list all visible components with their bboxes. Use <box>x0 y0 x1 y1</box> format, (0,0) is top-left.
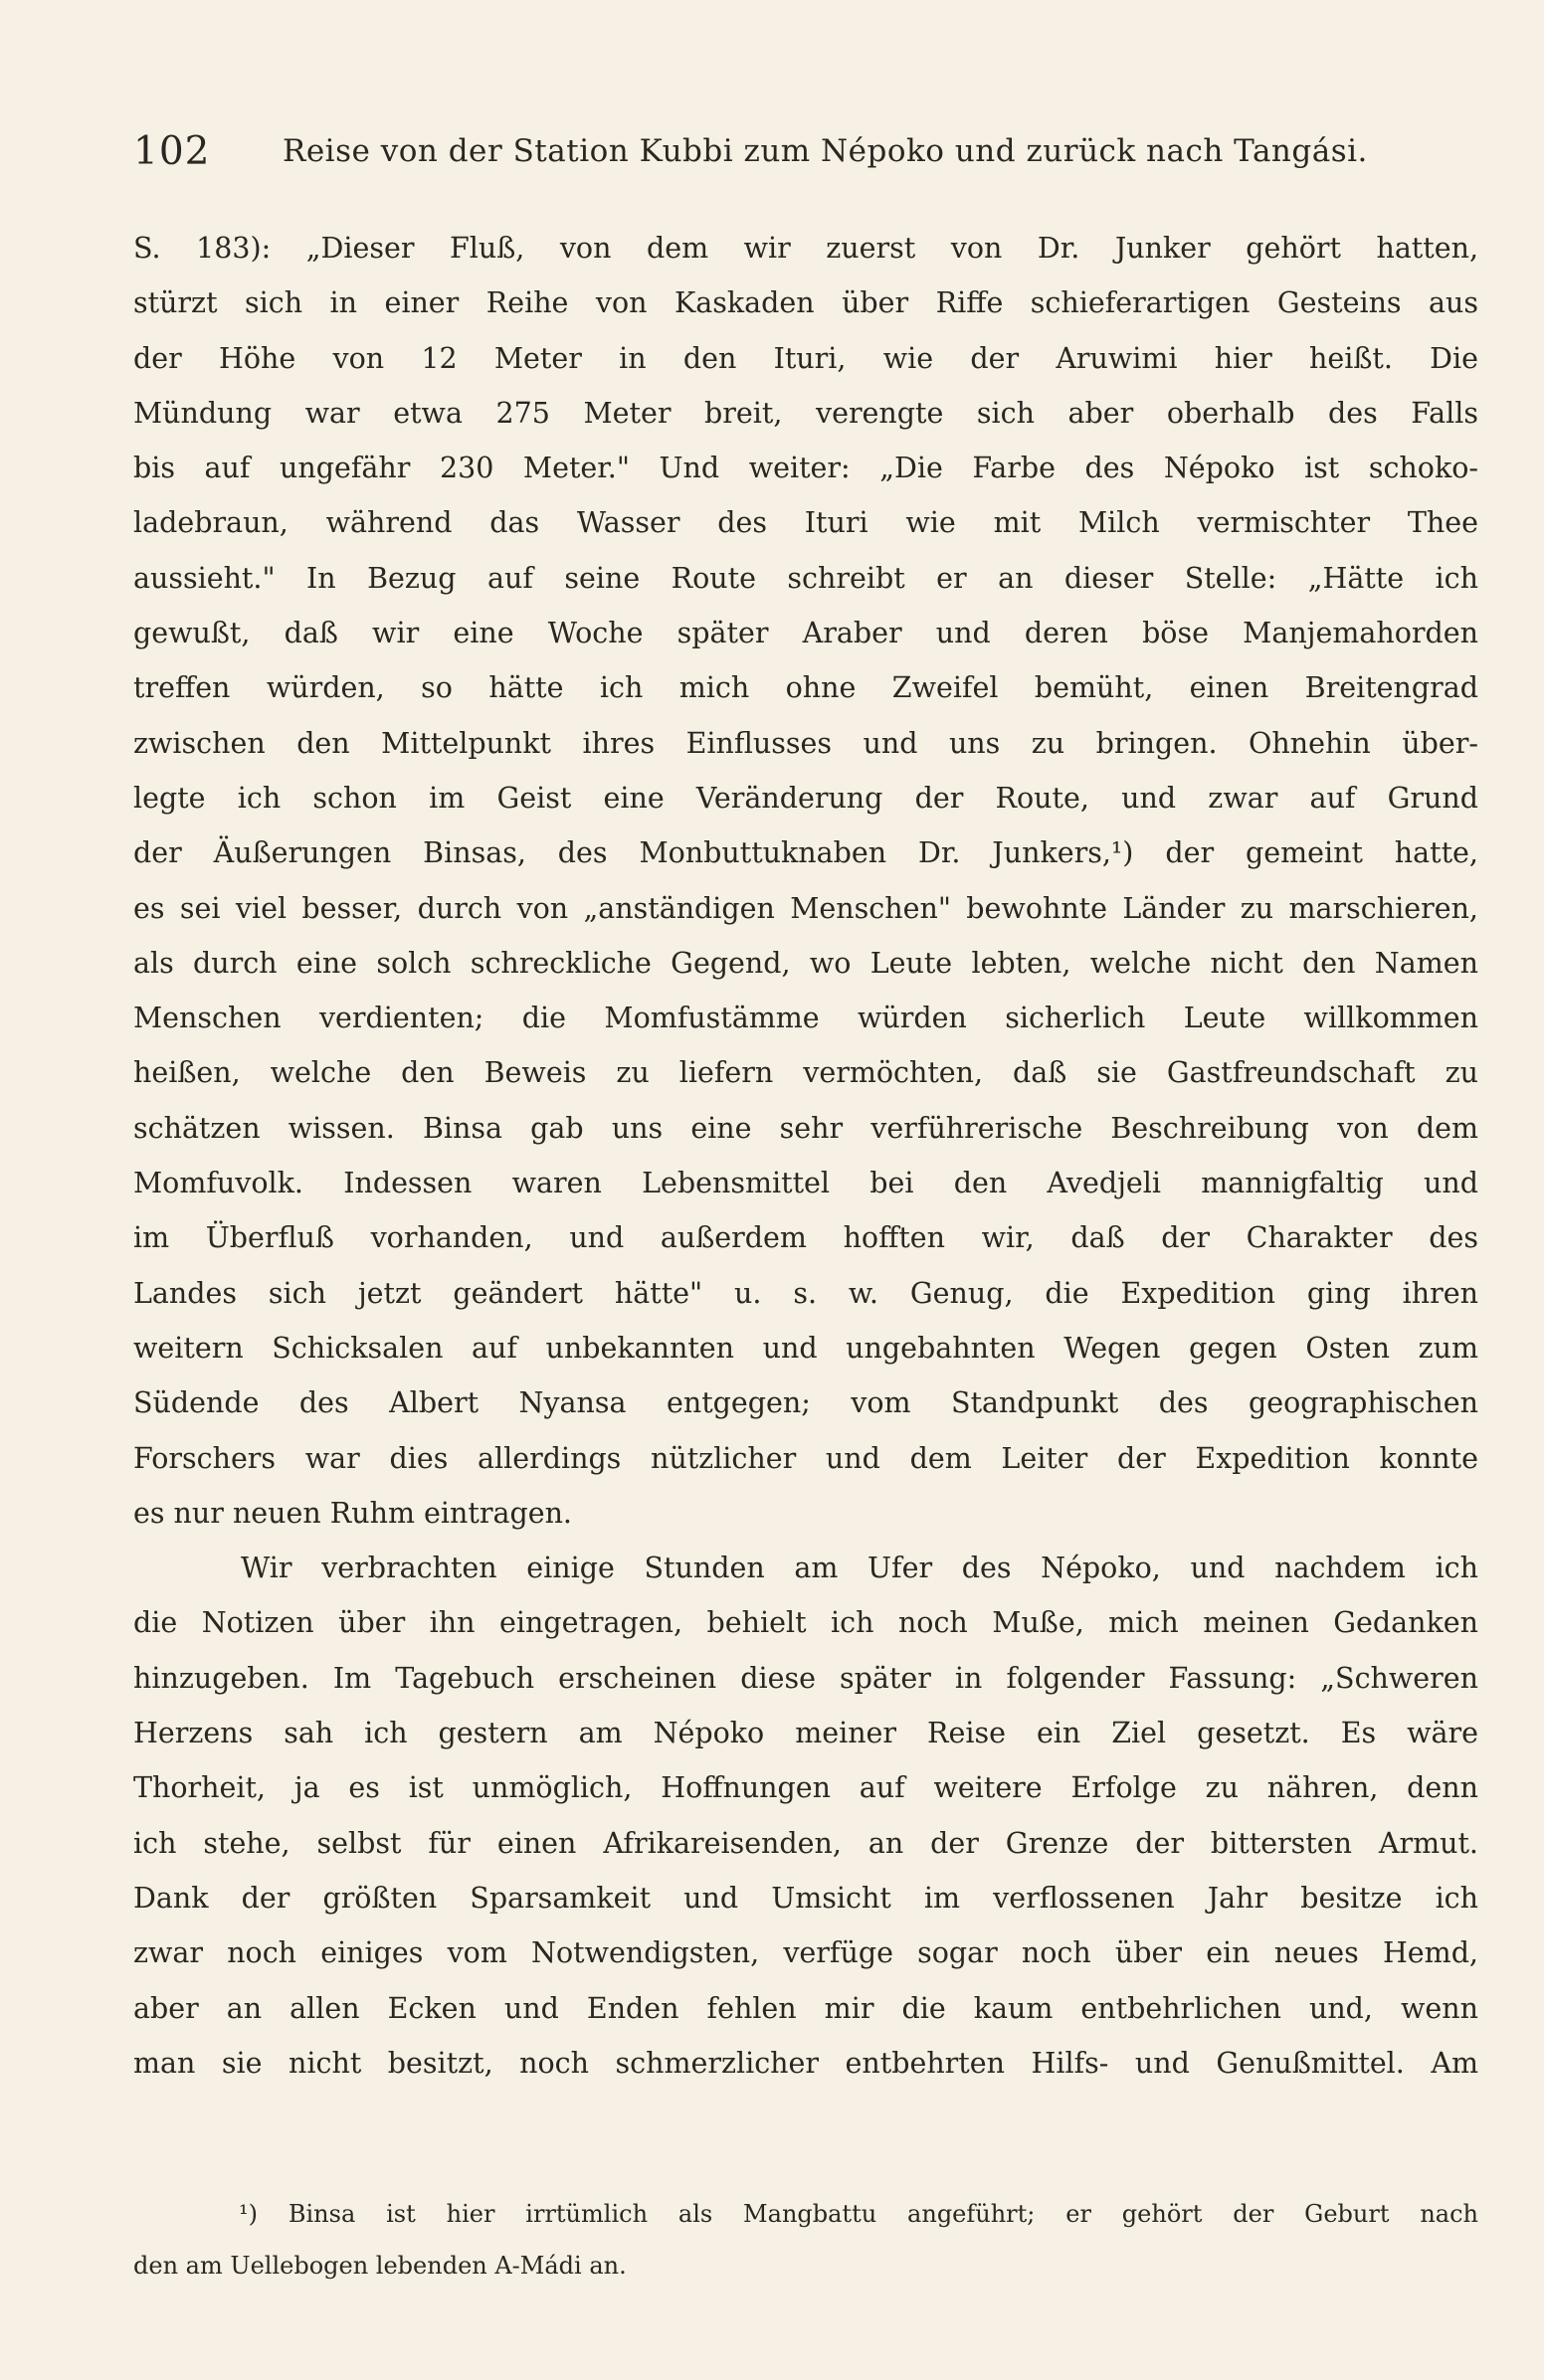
text-line: Mündung war etwa 275 Meter breit, verengte sich aber oberhalb des Falls <box>133 396 1478 430</box>
paragraph-end-line: es nur neuen Ruhm eintragen. <box>133 1496 572 1530</box>
text-line: zwar noch einiges vom Notwendigsten, verfüge sogar noch über ein neues Hemd, <box>133 1936 1478 1970</box>
text-line: im Überfluß vorhanden, und außerdem hofften wir, daß der Charakter des <box>133 1221 1478 1255</box>
text-line: bis auf ungefähr 230 Meter." Und weiter: „Die Farbe des Népoko ist schoko- <box>133 452 1478 485</box>
footnote-line: den am Uellebogen lebenden A-Mádi an. <box>133 2252 627 2280</box>
text-line: es sei viel besser, durch von „anständigen Menschen" bewohnte Länder zu marschieren, <box>133 891 1478 925</box>
text-line: gewußt, daß wir eine Woche später Araber und deren böse Manjemahorden <box>133 617 1478 650</box>
text-line: weitern Schicksalen auf unbekannten und ungebahnten Wegen gegen Osten zum <box>133 1331 1478 1365</box>
text-line: treffen würden, so hätte ich mich ohne Zweifel bemüht, einen Breitengrad <box>133 671 1478 705</box>
page-header <box>133 129 1427 189</box>
text-line: der Höhe von 12 Meter in den Ituri, wie der Aruwimi hier heißt. Die <box>133 341 1478 375</box>
text-line: Momfuvolk. Indessen waren Lebensmittel bei den Avedjeli mannigfaltig und <box>133 1167 1478 1200</box>
text-line: Forschers war dies allerdings nützlicher und dem Leiter der Expedition konnte <box>133 1441 1478 1475</box>
text-line: als durch eine solch schreckliche Gegend, wo Leute lebten, welche nicht den Namen <box>133 946 1478 980</box>
text-line: Menschen verdienten; die Momfustämme würden sicherlich Leute willkommen <box>133 1002 1478 1035</box>
footnotes <box>133 2188 1478 2291</box>
page-number: 102 <box>133 129 211 174</box>
footnote-line: ¹) Binsa ist hier irrtümlich als Mangbattu angeführt; er gehört der Geburt nach <box>239 2200 1478 2228</box>
paragraph-start-line: Wir verbrachten einige Stunden am Ufer des Népoko, und nachdem ich <box>241 1552 1478 1585</box>
text-line: der Äußerungen Binsas, des Monbuttuknaben Dr. Junkers,¹) der gemeint hatte, <box>133 836 1478 870</box>
text-line: ich stehe, selbst für einen Afrikareisenden, an der Grenze der bittersten Armut. <box>133 1826 1478 1860</box>
text-line: S. 183): „Dieser Fluß, von dem wir zuerst von Dr. Junker gehört hatten, <box>133 232 1478 265</box>
text-line: aussieht." In Bezug auf seine Route schreibt er an dieser Stelle: „Hätte ich <box>133 561 1478 595</box>
text-line: die Notizen über ihn eingetragen, behielt ich noch Muße, mich meinen Gedanken <box>133 1606 1478 1640</box>
running-head: Reise von der Station Kubbi zum Népoko und zurück nach Tangási. <box>283 133 1368 169</box>
text-line: Herzens sah ich gestern am Népoko meiner Reise ein Ziel gesetzt. Es wäre <box>133 1717 1478 1750</box>
text-line: zwischen den Mittelpunkt ihres Einflusses und uns zu bringen. Ohnehin über- <box>133 726 1478 760</box>
text-line: Dank der größten Sparsamkeit und Umsicht im verflossenen Jahr besitze ich <box>133 1881 1478 1915</box>
text-line: Thorheit, ja es ist unmöglich, Hoffnungen auf weitere Erfolge zu nähren, denn <box>133 1771 1478 1805</box>
text-line: Landes sich jetzt geändert hätte" u. s. w. Genug, die Expedition ging ihren <box>133 1276 1478 1310</box>
text-line: legte ich schon im Geist eine Veränderung der Route, und zwar auf Grund <box>133 781 1478 815</box>
text-line: heißen, welche den Beweis zu liefern vermöchten, daß sie Gastfreundschaft zu <box>133 1056 1478 1090</box>
text-line: hinzugeben. Im Tagebuch erscheinen diese später in folgender Fassung: „Schweren <box>133 1661 1478 1695</box>
text-line: schätzen wissen. Binsa gab uns eine sehr verführerische Beschreibung von dem <box>133 1111 1478 1145</box>
text-line: aber an allen Ecken und Enden fehlen mir die kaum entbehrlichen und, wenn <box>133 1991 1478 2025</box>
text-line: man sie nicht besitzt, noch schmerzlicher entbehrten Hilfs- und Genußmittel. Am <box>133 2046 1478 2080</box>
text-line: stürzt sich in einer Reihe von Kaskaden über Riffe schieferartigen Gesteins aus <box>133 286 1478 320</box>
text-line: ladebraun, während das Wasser des Ituri wie mit Milch vermischter Thee <box>133 506 1478 540</box>
body-text <box>133 221 1478 2091</box>
text-line: Südende des Albert Nyansa entgegen; vom Standpunkt des geographischen <box>133 1386 1478 1420</box>
